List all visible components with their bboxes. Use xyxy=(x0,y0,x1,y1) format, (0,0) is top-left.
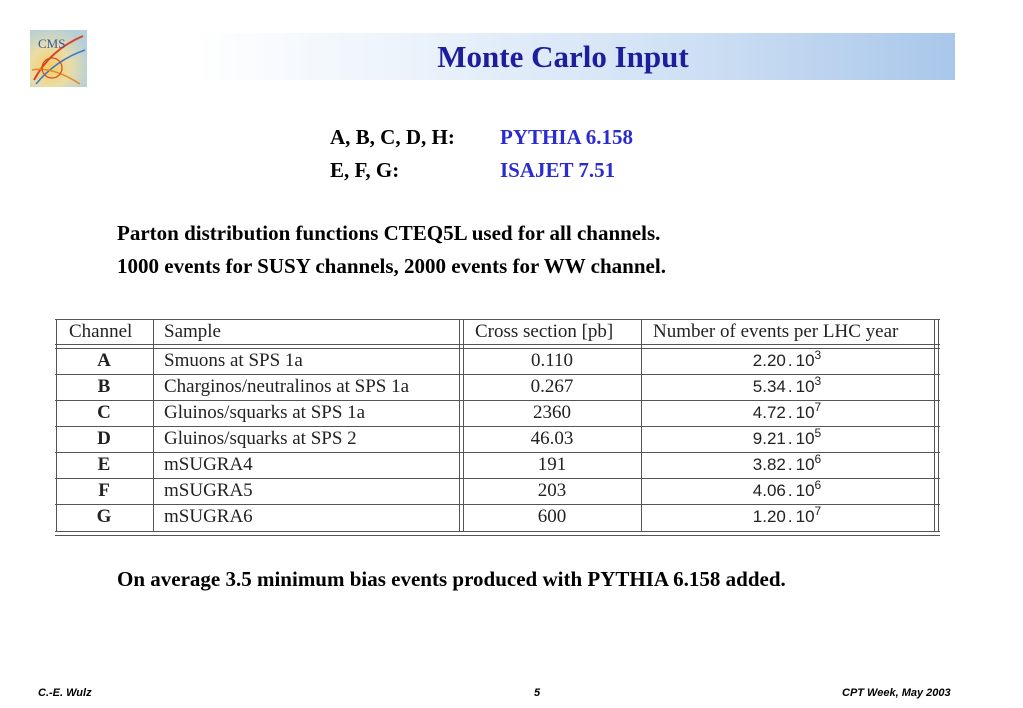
events-exponent: 3 xyxy=(814,348,822,362)
events-exponent: 3 xyxy=(814,374,822,388)
table-row xyxy=(55,505,940,531)
column-header-channel: Channel xyxy=(69,321,133,342)
events-dot: . xyxy=(787,377,793,396)
cell-cross-section: 0.110 xyxy=(530,350,574,371)
cms-logo-text: CMS xyxy=(38,36,66,51)
column-header-events: Number of events per LHC year xyxy=(653,321,899,342)
cell-events xyxy=(642,478,932,501)
events-mantissa: 9.21 xyxy=(752,429,786,448)
cell-cross-section: 46.03 xyxy=(530,428,574,449)
table-row xyxy=(55,427,940,453)
table-row xyxy=(55,453,940,479)
events-base: 10 xyxy=(795,507,815,526)
cell-events xyxy=(642,374,932,397)
events-base: 10 xyxy=(795,377,815,396)
events-mantissa: 1.20 xyxy=(752,507,786,526)
table-row xyxy=(55,401,940,427)
events-dot: . xyxy=(787,455,793,474)
table-row xyxy=(55,479,940,505)
generator-channels: A, B, C, D, H: xyxy=(330,125,455,149)
events-exponent: 6 xyxy=(814,478,822,492)
generator-program: PYTHIA 6.158 xyxy=(500,125,634,149)
events-dot: . xyxy=(787,403,793,422)
events-dot: . xyxy=(787,481,793,500)
cell-events xyxy=(642,504,932,527)
events-mantissa: 3.82 xyxy=(752,455,786,474)
cell-sample: Gluinos/squarks at SPS 1a xyxy=(164,402,366,423)
cell-channel: C xyxy=(97,402,111,423)
cell-channel: A xyxy=(97,350,111,371)
events-exponent: 6 xyxy=(814,452,822,466)
events-base: 10 xyxy=(795,429,815,448)
cell-channel: E xyxy=(97,454,111,475)
cell-channel: B xyxy=(97,376,111,397)
events-mantissa: 4.06 xyxy=(752,481,786,500)
note-line: On average 3.5 minimum bias events produced with PYTHIA 6.158 added. xyxy=(117,567,786,591)
events-mantissa: 2.20 xyxy=(752,351,786,370)
table-row xyxy=(55,375,940,401)
events-base: 10 xyxy=(795,403,815,422)
generator-program: ISAJET 7.51 xyxy=(500,158,616,182)
cell-events xyxy=(642,348,932,371)
cell-sample: Smuons at SPS 1a xyxy=(164,350,303,371)
table-row xyxy=(55,349,940,375)
column-header-sample: Sample xyxy=(164,321,221,342)
cell-channel: G xyxy=(96,506,112,527)
events-base: 10 xyxy=(795,351,815,370)
cell-cross-section: 203 xyxy=(537,480,567,501)
cell-sample: mSUGRA6 xyxy=(164,506,253,527)
events-mantissa: 4.72 xyxy=(752,403,786,422)
cms-logo xyxy=(30,30,87,87)
cell-cross-section: 2360 xyxy=(533,402,571,423)
cell-sample: mSUGRA4 xyxy=(164,454,253,475)
column-header-cross-section: Cross section [pb] xyxy=(475,321,614,342)
info-line: 1000 events for SUSY channels, 2000 events for WW channel. xyxy=(117,254,666,278)
generator-channels: E, F, G: xyxy=(330,158,400,182)
events-exponent: 7 xyxy=(814,400,822,414)
cell-cross-section: 600 xyxy=(537,506,567,527)
footer-page-number: 5 xyxy=(534,687,541,699)
cell-sample: Charginos/neutralinos at SPS 1a xyxy=(164,376,410,397)
cell-events xyxy=(642,400,932,423)
events-exponent: 7 xyxy=(814,504,822,518)
cell-events xyxy=(642,452,932,475)
cell-cross-section: 0.267 xyxy=(530,376,574,397)
events-mantissa: 5.34 xyxy=(752,377,786,396)
footer-event: CPT Week, May 2003 xyxy=(842,687,951,699)
events-dot: . xyxy=(787,429,793,448)
events-dot: . xyxy=(787,507,793,526)
events-exponent: 5 xyxy=(814,426,822,440)
cell-sample: Gluinos/squarks at SPS 2 xyxy=(164,428,357,449)
events-base: 10 xyxy=(795,455,815,474)
cell-sample: mSUGRA5 xyxy=(164,480,253,501)
sample-table xyxy=(55,318,940,538)
cell-cross-section: 191 xyxy=(537,454,567,475)
cell-channel: D xyxy=(97,428,111,449)
info-line: Parton distribution functions CTEQ5L used for all channels. xyxy=(117,221,661,245)
cell-channel: F xyxy=(98,480,110,501)
footer-author: C.-E. Wulz xyxy=(38,687,92,699)
events-base: 10 xyxy=(795,481,815,500)
events-dot: . xyxy=(787,351,793,370)
slide-title: Monte Carlo Input xyxy=(437,39,689,74)
cell-events xyxy=(642,426,932,449)
